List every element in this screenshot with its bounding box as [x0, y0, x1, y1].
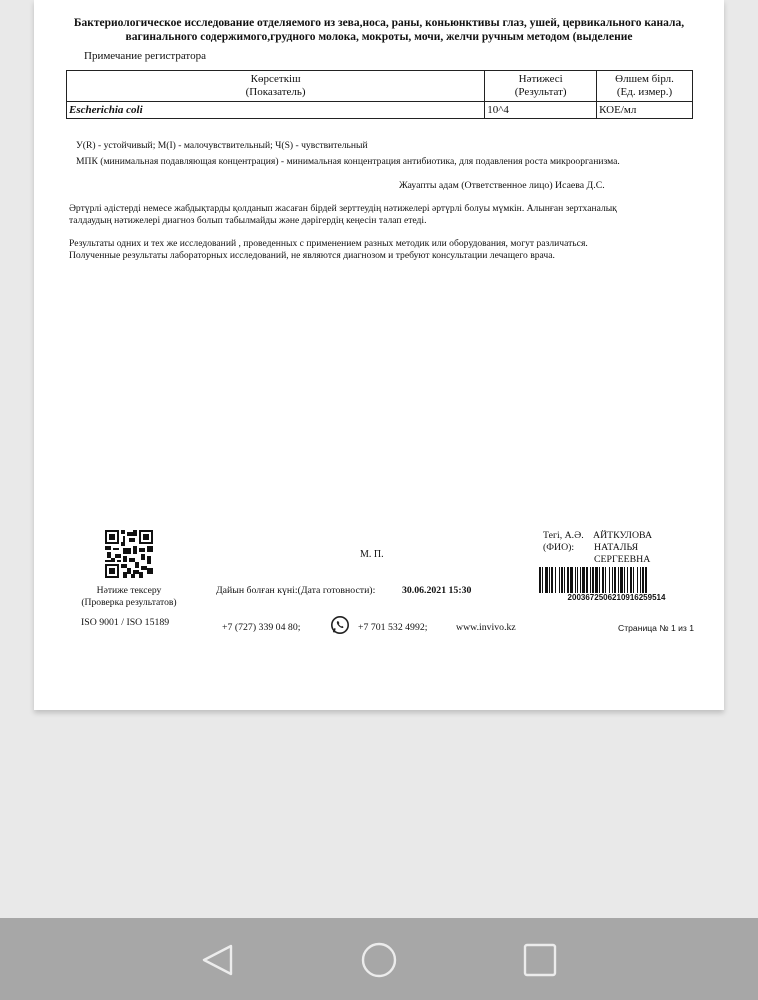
system-navigation-bar	[0, 918, 758, 1000]
barcode-icon	[539, 567, 694, 593]
barcode-bar	[630, 567, 632, 593]
header-unit-ru: (Ед. измер.)	[616, 86, 673, 98]
barcode-bar	[564, 567, 565, 593]
barcode-bar	[567, 567, 569, 593]
barcode-number: 2003672506210916259514	[567, 593, 666, 602]
qr-code-icon[interactable]	[105, 530, 153, 578]
kz-disclaimer-line-1: Әртүрлі әдістерді немесе жабдықтарды қолданып жасаған бірдей зерттеудің нәтижелері әртүрлі болуы мүмкін. Алынған зертханалық	[69, 203, 617, 214]
signer-label-ru: (ФИО):	[543, 542, 575, 553]
barcode-bar	[642, 567, 644, 593]
barcode-bar	[582, 567, 585, 593]
barcode-bar	[633, 567, 634, 593]
barcode-bar	[595, 567, 598, 593]
header-indicator-ru: (Показатель)	[245, 86, 306, 98]
ready-date-label: Дайын болған күні:(Дата готовности):	[216, 585, 376, 596]
barcode-bar	[624, 567, 625, 593]
square-recents-icon[interactable]	[520, 940, 560, 980]
signer-name	[593, 530, 673, 566]
barcode-bar	[559, 567, 560, 593]
signer-label-kz: Тегі, А.Ә.	[543, 530, 584, 541]
page-number: Страница № 1 из 1	[618, 623, 695, 633]
header-result-ru: (Результат)	[514, 86, 567, 98]
table-header-row	[67, 71, 693, 102]
ru-disclaimer-line-2: Полученные результаты лабораторных исследований, не являются диагнозом и требуют консультации лечащего врача.	[69, 250, 555, 261]
barcode-bar	[599, 567, 600, 593]
stamp-place: М. П.	[360, 549, 384, 560]
russian-disclaimer	[69, 238, 709, 262]
triangle-back-icon[interactable]	[197, 940, 237, 980]
barcode-bar	[627, 567, 628, 593]
barcode-bar	[551, 567, 553, 593]
ru-disclaimer-line-1: Результаты одних и тех же исследований , проведенных с применением разных методик или оборудования, могут различаться.	[69, 238, 588, 249]
barcode-bar	[609, 567, 610, 593]
header-unit	[597, 71, 693, 102]
signer-label	[543, 530, 584, 554]
title-line-2: вагинального содержимого,грудного молока, мокроты, мочи, желчи ручным методом (выделение	[125, 31, 633, 43]
results-table	[66, 70, 693, 119]
document-page	[34, 0, 724, 710]
check-label-ru: (Проверка результатов)	[81, 597, 177, 608]
header-result-kz: Нәтижесі	[518, 73, 563, 85]
header-result	[485, 71, 597, 102]
whatsapp-icon	[330, 615, 350, 635]
mic-legend: МПК (минимальная подавляющая концентрация) - минимальная концентрация антибиотика, для подавления роста микроорганизма.	[76, 156, 620, 167]
phone-whatsapp[interactable]: +7 701 532 4992;	[358, 622, 428, 633]
title-line-1: Бактериологическое исследование отделяемого из зева,носа, раны, коньюнктивы глаз, ушей, цервикального канала,	[73, 17, 685, 29]
barcode-bar	[580, 567, 581, 593]
header-indicator-kz: Көрсеткіш	[250, 73, 301, 85]
barcode-bar	[602, 567, 604, 593]
circle-home-icon[interactable]	[359, 940, 399, 980]
barcode-bar	[555, 567, 556, 593]
signer-surname: АЙТКУЛОВА	[593, 530, 653, 541]
barcode-bar	[577, 567, 578, 593]
registrar-note: Примечание регистратора	[84, 50, 206, 62]
kazakh-disclaimer	[69, 203, 709, 227]
signer-first-name: НАТАЛЬЯ	[594, 542, 639, 553]
barcode-bar	[640, 567, 641, 593]
document-title	[34, 16, 724, 44]
barcode-bar	[561, 567, 563, 593]
header-indicator	[67, 71, 485, 102]
barcode-bar	[645, 567, 647, 593]
phone-landline[interactable]: +7 (727) 339 04 80;	[222, 622, 301, 633]
indicator-cell: Escherichia coli	[67, 102, 485, 119]
table-row	[67, 102, 693, 119]
barcode-bar	[637, 567, 638, 593]
barcode-bar	[612, 567, 613, 593]
ready-date-value: 30.06.2021 15:30	[402, 585, 472, 596]
barcode-bar	[545, 567, 548, 593]
barcode-bar	[586, 567, 588, 593]
barcode-bar	[590, 567, 591, 593]
sensitivity-legend: У(R) - устойчивый; М(I) - малочувствительный; Ч(S) - чувствительный	[76, 140, 368, 151]
barcode-bar	[605, 567, 606, 593]
barcode-bar	[592, 567, 594, 593]
barcode-bar	[549, 567, 550, 593]
result-check-label	[64, 585, 194, 609]
barcode-bar	[542, 567, 543, 593]
result-cell: 10^4	[485, 102, 597, 119]
barcode-bar	[618, 567, 619, 593]
signer-patronymic: СЕРГЕЕВНА	[594, 554, 651, 565]
kz-disclaimer-line-2: талдаудың нәтижелері диагноз болып табылмайды және дәрігердің кеңесін талап етеді.	[69, 215, 427, 226]
barcode-bar	[570, 567, 573, 593]
barcode-bar	[539, 567, 541, 593]
iso-certification: ISO 9001 / ISO 15189	[81, 617, 170, 628]
website-link[interactable]: www.invivo.kz	[456, 622, 516, 633]
responsible-person: Жауапты адам (Ответственное лицо) Исаева Д.С.	[399, 180, 605, 191]
barcode-bar	[620, 567, 623, 593]
unit-cell: КОЕ/мл	[597, 102, 693, 119]
barcode-bar	[575, 567, 576, 593]
barcode-bar	[614, 567, 616, 593]
header-unit-kz: Өлшем бірл.	[615, 73, 674, 85]
check-label-kz: Нәтиже тексеру	[96, 585, 162, 596]
